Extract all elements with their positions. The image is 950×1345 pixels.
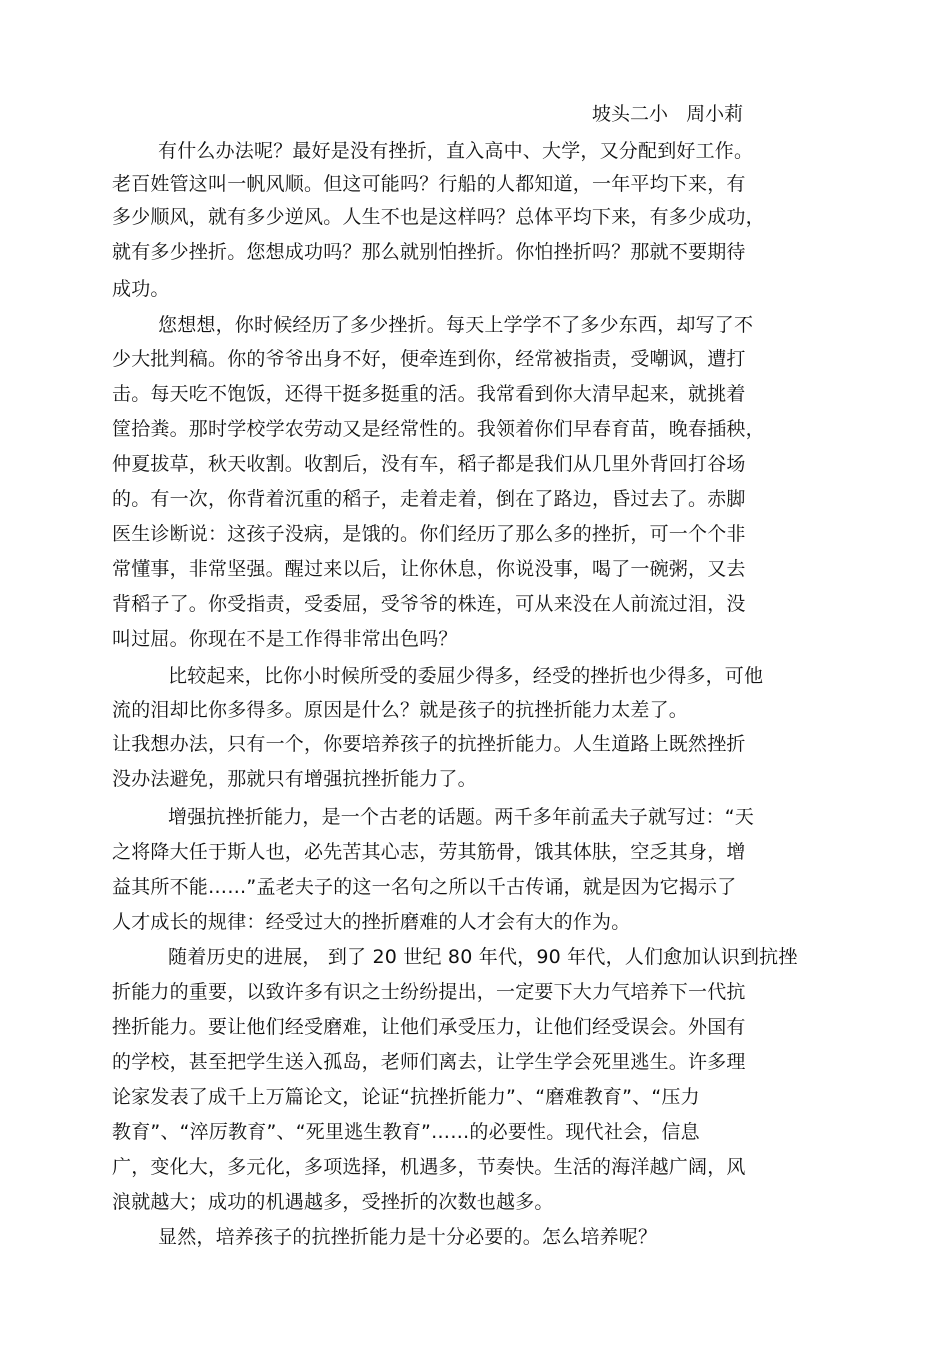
text-line: 益其所不能……”孟老夫子的这一名句之所以千古传诵，就是因为它揭示了: [112, 876, 737, 898]
text-line: 没办法避免，那就只有增强抗挫折能力了。: [112, 768, 477, 790]
text-line: 增强抗挫折能力，是一个古老的话题。两千多年前孟夫子就写过：“天: [168, 806, 755, 828]
text-line: 流的泪却比你多得多。原因是什么？就是孩子的抗挫折能力太差了。: [112, 699, 689, 721]
text-line: 浪就越大；成功的机遇越多，受挫折的次数也越多。: [112, 1191, 554, 1213]
text-line: 您想想，你时候经历了多少挫折。每天上学学不了多少东西，却写了不: [158, 314, 754, 336]
text-line: 挫折能力。要让他们经受磨难，让他们承受压力，让他们经受误会。外国有: [112, 1016, 746, 1038]
text-line: 老百姓管这叫一帆风顺。但这可能吗？行船的人都知道，一年平均下来，有: [112, 173, 746, 195]
author-line: 坡头二小 周小莉: [592, 103, 744, 125]
text-line: 筐拾粪。那时学校学农劳动又是经常性的。我领着你们早春育苗，晚春插秧，: [112, 418, 765, 440]
text-line: 有什么办法呢？最好是没有挫折，直入高中、大学，又分配到好工作。: [158, 140, 754, 162]
text-line: 比较起来，比你小时候所受的委屈少得多，经受的挫折也少得多，可他: [168, 665, 764, 687]
text-line: 背稻子了。你受指责，受委屈，受爷爷的株连，可从来没在人前流过泪，没: [112, 593, 746, 615]
text-line: 广，变化大，多元化，多项选择，机遇多，节奏快。生活的海洋越广阔，风: [112, 1156, 746, 1178]
text-line: 的。有一次，你背着沉重的稻子，走着走着，倒在了路边，昏过去了。赤脚: [112, 488, 746, 510]
text-line: 就有多少挫折。您想成功吗？那么就别怕挫折。你怕挫折吗？那就不要期待: [112, 241, 746, 263]
text-line: 常懂事，非常坚强。醒过来以后，让你休息，你说没事，喝了一碗粥，又去: [112, 558, 746, 580]
text-line: 论家发表了成千上万篇论文，论证“抗挫折能力”、“磨难教育”、“压力: [112, 1086, 700, 1108]
text-line: 的学校，甚至把学生送入孤岛，老师们离去，让学生学会死里逃生。许多理: [112, 1051, 746, 1073]
text-line: 少大批判稿。你的爷爷出身不好，便牵连到你，经常被指责，受嘲讽，遭打: [112, 348, 746, 370]
text-line: 仲夏拔草，秋天收割。收割后，没有车，稻子都是我们从几里外背回打谷场: [112, 453, 746, 475]
text-line: 教育”、“淬厉教育”、“死里逃生教育”……的必要性。现代社会，信息: [112, 1121, 700, 1143]
text-line: 随着历史的进展， 到了 20 世纪 80 年代，90 年代，人们愈加认识到抗挫: [168, 946, 798, 968]
text-line: 折能力的重要，以致许多有识之士纷纷提出，一定要下大力气培养下一代抗: [112, 981, 746, 1003]
text-line: 叫过屈。你现在不是工作得非常出色吗？: [112, 628, 458, 650]
text-line: 击。每天吃不饱饭，还得干挺多挺重的活。我常看到你大清早起来，就挑着: [112, 383, 746, 405]
text-line: 医生诊断说：这孩子没病，是饿的。你们经历了那么多的挫折，可一个个非: [112, 523, 746, 545]
text-line: 之将降大任于斯人也，必先苦其心志，劳其筋骨，饿其体肤，空乏其身，增: [112, 841, 746, 863]
text-line: 让我想办法，只有一个，你要培养孩子的抗挫折能力。人生道路上既然挫折: [112, 733, 746, 755]
text-line: 人才成长的规律：经受过大的挫折磨难的人才会有大的作为。: [112, 911, 631, 933]
text-line: 显然，培养孩子的抗挫折能力是十分必要的。怎么培养呢？: [158, 1226, 658, 1248]
text-line: 成功。: [112, 278, 170, 300]
text-line: 多少顺风，就有多少逆风。人生不也是这样吗？总体平均下来，有多少成功，: [112, 206, 765, 228]
